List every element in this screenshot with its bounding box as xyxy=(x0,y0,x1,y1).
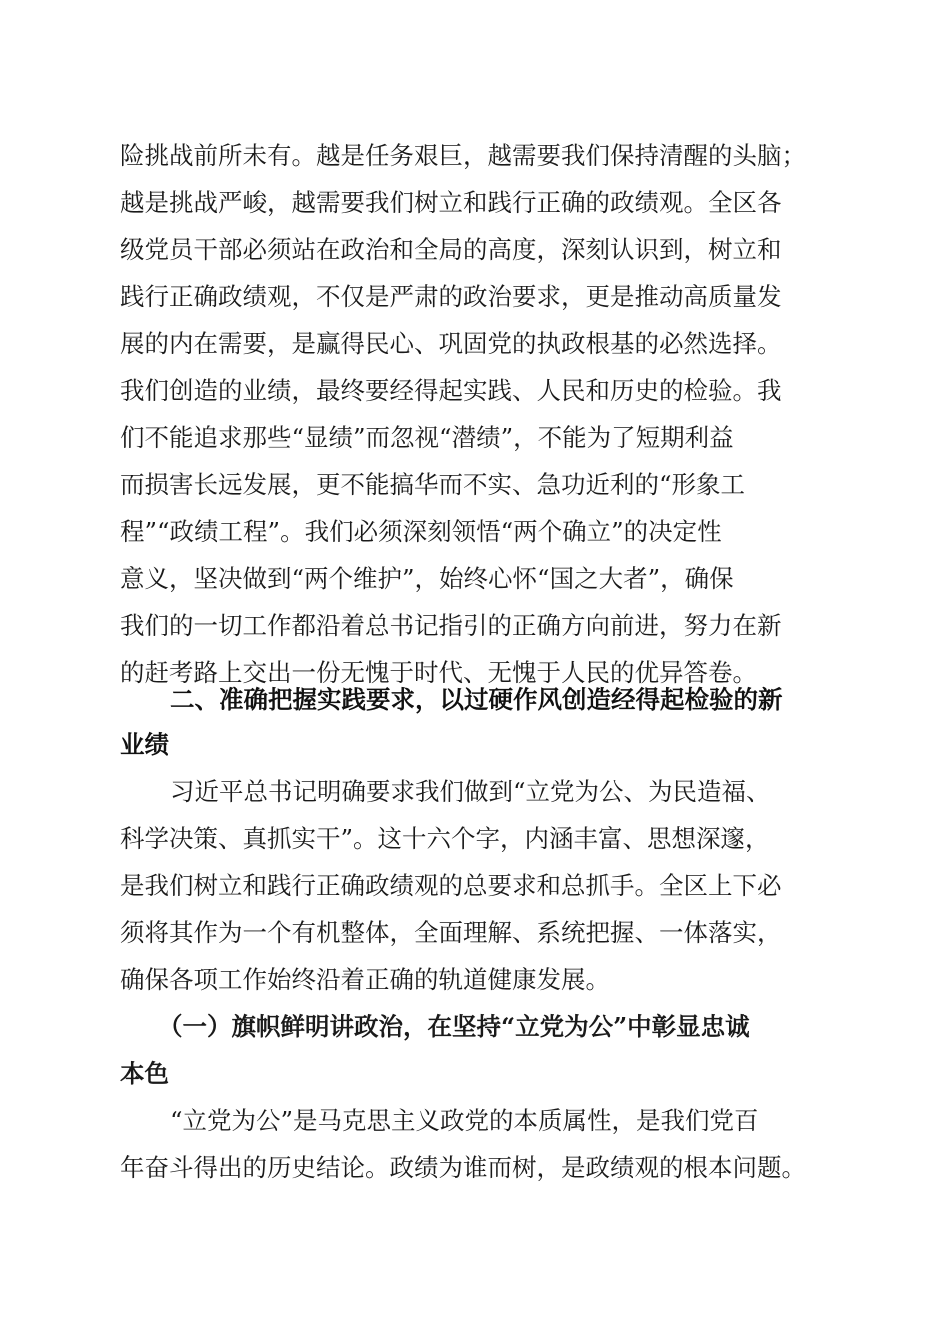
body-text-line: 科学决策、真抓实干”。这十六个字，内涵丰富、思想深邃， xyxy=(120,824,770,853)
subsection-heading: （一）旗帜鲜明讲政治，在坚持“立党为公”中彰显忠诚 xyxy=(158,1012,750,1041)
body-text-line: 年奋斗得出的历史结论。政绩为谁而树，是政绩观的根本问题。 xyxy=(120,1153,806,1182)
body-text-line: 级党员干部必须站在政治和全局的高度，深刻认识到，树立和 xyxy=(120,235,782,264)
body-text-line: 是我们树立和践行正确政绩观的总要求和总抓手。全区上下必 xyxy=(120,871,782,900)
body-text-line: 展的内在需要，是赢得民心、巩固党的执政根基的必然选择。 xyxy=(120,329,782,358)
section-heading: 二、准确把握实践要求，以过硬作风创造经得起检验的新 xyxy=(170,685,783,714)
body-text-line: 的赶考路上交出一份无愧于时代、无愧于人民的优异答卷。 xyxy=(120,658,757,687)
paragraph-first-line: “立党为公”是马克思主义政党的本质属性，是我们党百 xyxy=(170,1106,759,1135)
paragraph-first-line: 习近平总书记明确要求我们做到“立党为公、为民造福、 xyxy=(170,777,771,806)
body-text-line: 践行正确政绩观，不仅是严肃的政治要求，更是推动高质量发 xyxy=(120,282,782,311)
body-text-line: 确保各项工作始终沿着正确的轨道健康发展。 xyxy=(120,965,610,994)
body-text-line: 须将其作为一个有机整体，全面理解、系统把握、一体落实， xyxy=(120,918,782,947)
body-text-line: 意义，坚决做到“两个维护”，始终心怀“国之大者”，确保 xyxy=(120,564,734,593)
body-text-line: 程”“政绩工程”。我们必须深刻领悟“两个确立”的决定性 xyxy=(120,517,722,546)
body-text-line: 们不能追求那些“显绩”而忽视“潜绩”，不能为了短期利益 xyxy=(120,423,734,452)
body-text-line: 越是挑战严峻，越需要我们树立和践行正确的政绩观。全区各 xyxy=(120,188,782,217)
body-text-line: 我们创造的业绩，最终要经得起实践、人民和历史的检验。我 xyxy=(120,376,782,405)
body-text-line: 而损害长远发展，更不能搞华而不实、急功近利的“形象工 xyxy=(120,470,746,499)
body-text-line: 险挑战前所未有。越是任务艰巨，越需要我们保持清醒的头脑； xyxy=(120,141,806,170)
section-heading-continued: 业绩 xyxy=(120,730,169,759)
subsection-heading-continued: 本色 xyxy=(120,1059,169,1088)
body-text-line: 我们的一切工作都沿着总书记指引的正确方向前进，努力在新 xyxy=(120,611,782,640)
